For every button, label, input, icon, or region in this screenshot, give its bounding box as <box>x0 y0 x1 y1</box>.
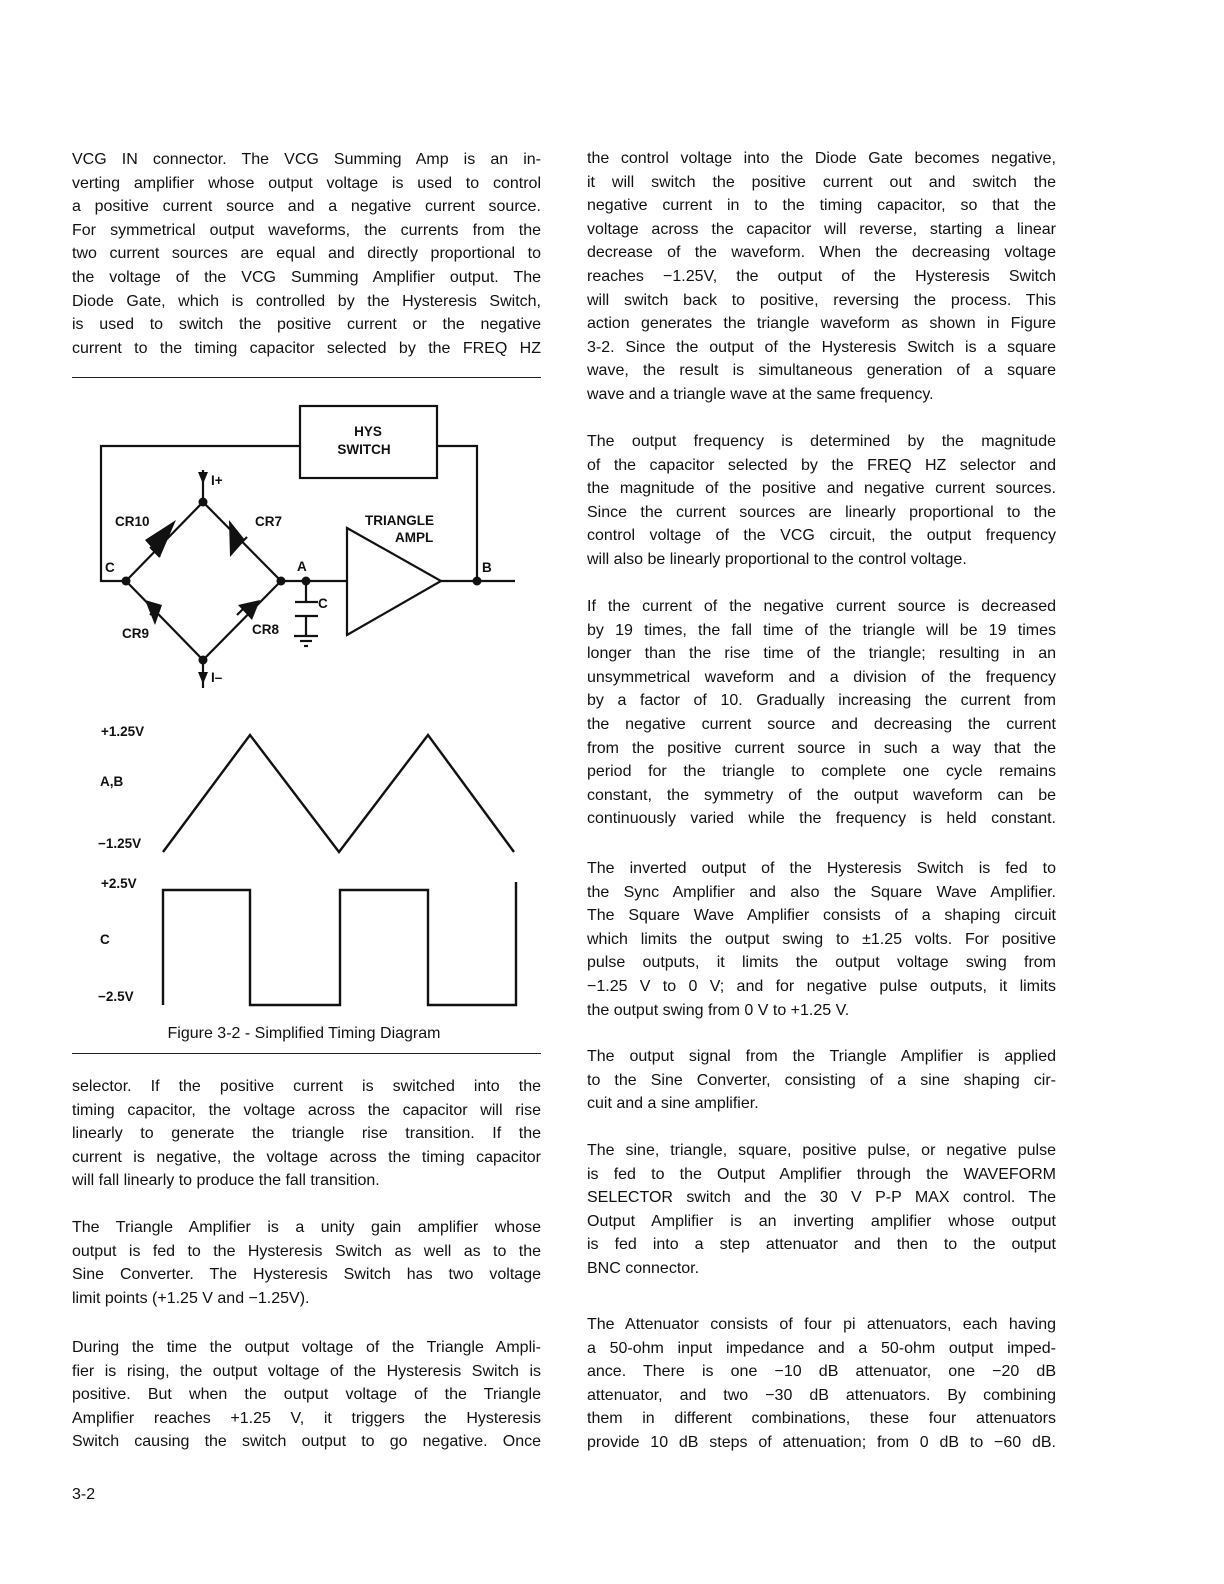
text-line: negative current in to the timing capacitor, so that the <box>587 197 1056 215</box>
text-line: control voltage of the VCG circuit, the output frequency <box>587 527 1056 545</box>
text-line: longer than the rise time of the triangle; resulting in an <box>587 645 1056 663</box>
hys-label-1: HYS <box>354 424 382 439</box>
cr9-diode-icon <box>145 600 162 625</box>
text-line: The sine, triangle, square, positive pulse, or negative pulse <box>587 1142 1056 1159</box>
sq-name-label: C <box>100 932 110 947</box>
text-line: Diode Gate, which is controlled by the Hysteresis Switch, <box>72 292 541 310</box>
i-plus-arrow-icon <box>198 472 208 484</box>
text-line: it will switch the positive current out and switch the <box>587 173 1056 191</box>
node-a-label: A <box>297 559 307 574</box>
text-line: constant, the symmetry of the output waveform can be <box>587 786 1056 804</box>
text-line: action generates the triangle waveform as shown in Figure <box>587 315 1056 333</box>
text-line: wave and a triangle wave at the same frequency. <box>587 385 934 403</box>
text-line: pulse outputs, it limits the output voltage swing from <box>587 954 1056 972</box>
figure-caption: Figure 3-2 - Simplified Timing Diagram <box>167 1025 441 1042</box>
text-line: ance. There is one −10 dB attenuator, one −20 dB <box>587 1363 1056 1381</box>
text-line: a positive current source and a negative current source. <box>72 198 541 216</box>
text-line: the control voltage into the Diode Gate becomes negative, <box>587 150 1056 167</box>
text-line: a 50-ohm input impedance and a 50-ohm output imped- <box>587 1339 1056 1357</box>
text-line: current to the timing capacitor selected by the FREQ HZ <box>72 339 541 357</box>
sq-low-label: −2.5V <box>98 989 134 1004</box>
text-line: decrease of the waveform. When the decreasing voltage <box>587 244 1056 262</box>
text-line: to the Sine Converter, consisting of a sine shaping cir- <box>587 1071 1056 1089</box>
text-line: will fall linearly to produce the fall transition. <box>72 1172 380 1190</box>
capacitor-label: C <box>318 596 328 611</box>
cr7-diode-icon <box>229 520 245 557</box>
text-line: Amplifier reaches +1.25 V, it triggers the Hysteresis <box>72 1409 541 1427</box>
text-line: If the current of the negative current source is decreased <box>587 598 1056 615</box>
text-line: wave, the result is simultaneous generation of a square <box>587 362 1056 380</box>
text-line: by 19 times, the fall time of the triangle will be 19 times <box>587 621 1056 639</box>
text-line: provide 10 dB steps of attenuation; from 0 dB to −60 dB. <box>587 1433 1056 1451</box>
text-line: will also be linearly proportional to the control voltage. <box>587 550 967 568</box>
cr8-label: CR8 <box>252 622 280 637</box>
text-line: unsymmetrical waveform and a division of the frequency <box>587 668 1056 686</box>
text-line: the Sync Amplifier and also the Square Wave Amplifier. <box>587 883 1056 901</box>
cr9-label: CR9 <box>122 626 150 641</box>
text-line: −1.25 V to 0 V; and for negative pulse outputs, it limits <box>587 977 1056 995</box>
node-b-label: B <box>482 560 492 575</box>
text-line: Output Amplifier is an inverting amplifier whose output <box>587 1212 1056 1230</box>
text-line: the negative current source and decreasing the current <box>587 715 1056 733</box>
text-line: two current sources are equal and directly proportional to <box>72 245 541 263</box>
text-line: linearly to generate the triangle rise transition. If the <box>72 1125 541 1143</box>
text-line: current is negative, the voltage across the timing capacitor <box>72 1148 541 1166</box>
text-line: reaches −1.25V, the output of the Hysteresis Switch <box>587 267 1056 285</box>
text-line: Since the current sources are linearly proportional to the <box>587 503 1056 521</box>
text-line: selector. If the positive current is switched into the <box>72 1078 541 1095</box>
node-c-label: C <box>105 560 115 575</box>
text-line: The inverted output of the Hysteresis Switch is fed to <box>587 860 1056 877</box>
text-line: fier is rising, the output voltage of the Hysteresis Switch is <box>72 1362 541 1380</box>
text-line: For symmetrical output waveforms, the currents from the <box>72 221 541 239</box>
i-minus-label: I– <box>211 670 223 685</box>
text-line: continuously varied while the frequency is held constant. <box>587 810 1056 828</box>
text-line: verting amplifier whose output voltage is used to control <box>72 174 541 192</box>
triangle-label-2: AMPL <box>395 530 434 545</box>
square-waveform <box>163 882 516 1005</box>
triangle-label-1: TRIANGLE <box>365 513 434 528</box>
text-line: positive. But when the output voltage of the Triangle <box>72 1386 541 1404</box>
text-line: timing capacitor, the voltage across the capacitor will rise <box>72 1101 541 1119</box>
text-line: limit points (+1.25 V and −1.25V). <box>72 1289 310 1307</box>
text-line: The Triangle Amplifier is a unity gain amplifier whose <box>72 1219 541 1236</box>
text-line: attenuator, and two −30 dB attenuators. By combining <box>587 1386 1056 1404</box>
cr10-diode-icon <box>145 520 176 557</box>
text-line: The output signal from the Triangle Amplifier is applied <box>587 1048 1056 1065</box>
text-line: is fed into a step attenuator and then to the output <box>587 1236 1056 1254</box>
text-line: voltage across the capacitor will reverse, starting a linear <box>587 220 1056 238</box>
text-line: VCG IN connector. The VCG Summing Amp is an in- <box>72 151 541 168</box>
text-line: Switch causing the switch output to go negative. Once <box>72 1433 541 1451</box>
i-minus-arrow-icon <box>198 672 208 684</box>
text-line: will switch back to positive, reversing the process. This <box>587 291 1056 309</box>
diode-arrows <box>122 472 482 684</box>
i-plus-label: I+ <box>211 473 223 488</box>
tri-name-label: A,B <box>100 774 124 789</box>
text-line: by a factor of 10. Gradually increasing the current from <box>587 692 1056 710</box>
text-line: which limits the output swing to ±1.25 volts. For positive <box>587 930 1056 948</box>
text-line: is fed to the Output Amplifier through the WAVEFORM <box>587 1165 1056 1183</box>
feedback-wire-right <box>437 446 477 581</box>
text-line: During the time the output voltage of the Triangle Ampli- <box>72 1339 541 1356</box>
text-line: The Attenuator consists of four pi attenuators, each having <box>587 1316 1056 1333</box>
text-line: The output frequency is determined by the magnitude <box>587 433 1056 450</box>
text-line: the magnitude of the positive and negative current sources. <box>587 480 1056 498</box>
text-line: 3-2. Since the output of the Hysteresis Switch is a square <box>587 338 1056 356</box>
text-line: the output swing from 0 V to +1.25 V. <box>587 1001 850 1019</box>
text-line: of the capacitor selected by the FREQ HZ selector and <box>587 456 1056 474</box>
hys-label-2: SWITCH <box>337 442 391 457</box>
text-line: is used to switch the positive current or the negative <box>72 316 541 334</box>
text-line: period for the triangle to complete one cycle remains <box>587 763 1056 781</box>
text-line: output is fed to the Hysteresis Switch as well as to the <box>72 1242 541 1260</box>
page-number: 3-2 <box>72 1486 96 1503</box>
text-line: The Square Wave Amplifier consists of a shaping circuit <box>587 907 1056 925</box>
tri-high-label: +1.25V <box>101 724 145 739</box>
cr10-label: CR10 <box>115 514 150 529</box>
text-line: the voltage of the VCG Summing Amplifier output. The <box>72 268 541 286</box>
text-line: SELECTOR switch and the 30 V P-P MAX control. The <box>587 1189 1056 1207</box>
text-line: them in different combinations, these four attenuators <box>587 1410 1056 1428</box>
text-line: from the positive current source in such a way that the <box>587 739 1056 757</box>
text-line: cuit and a sine amplifier. <box>587 1095 759 1113</box>
tri-low-label: −1.25V <box>98 836 142 851</box>
text-line: BNC connector. <box>587 1259 700 1277</box>
text-line: Sine Converter. The Hysteresis Switch has two voltage <box>72 1266 541 1284</box>
triangle-waveform <box>163 735 514 852</box>
cr7-label: CR7 <box>255 514 283 529</box>
sq-high-label: +2.5V <box>101 876 137 891</box>
